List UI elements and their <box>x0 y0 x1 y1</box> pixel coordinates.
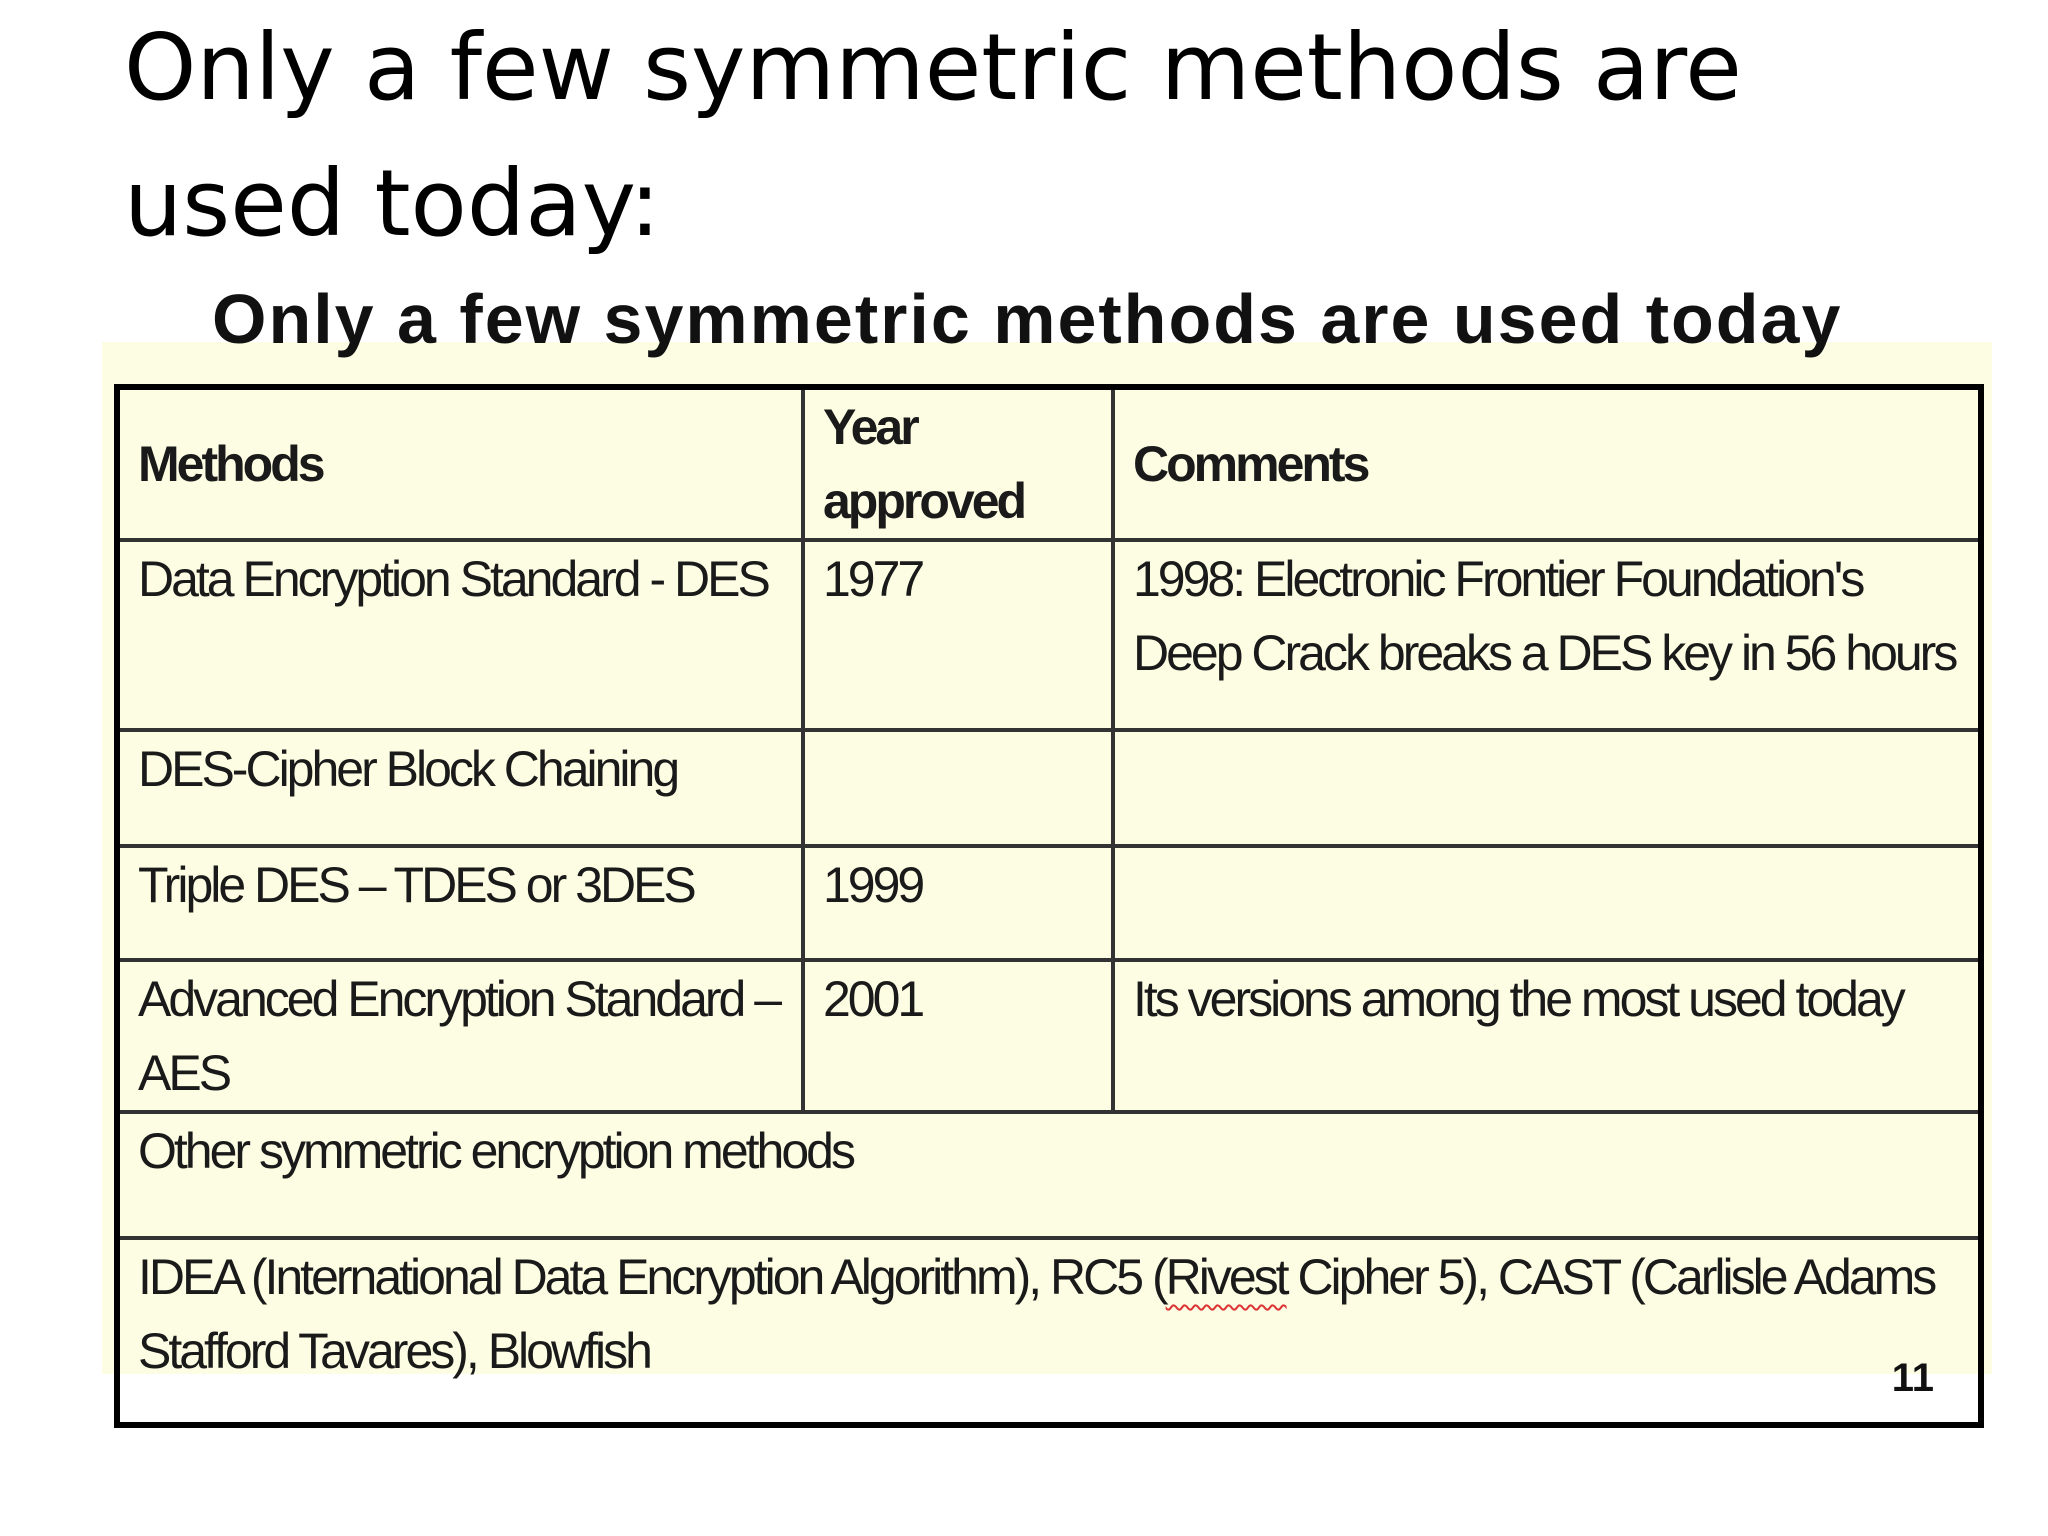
table-header-row <box>117 387 1981 540</box>
slide-title <box>124 0 1924 272</box>
table-row <box>117 730 1981 846</box>
pasted-table-image <box>102 280 1992 1400</box>
clipped-page-number: 11 <box>1891 1356 1934 1400</box>
cell-comment <box>1113 846 1981 960</box>
slide-title-line1: Only a few symmetric methods are <box>124 14 1742 121</box>
cell-year: 2001 <box>803 960 1113 1112</box>
other-methods-list-row <box>117 1238 1981 1425</box>
cell-comment: 1998: Electronic Frontier Foundation's Deep Crack breaks a DES key in 56 hours <box>1113 540 1981 730</box>
other-methods-list-part2: Cipher 5), CAST (Carlisle Adams Stafford Tavares), Blowfish <box>138 1249 1935 1379</box>
cell-year: 1999 <box>803 846 1113 960</box>
cell-comment <box>1113 730 1981 846</box>
cell-method: Advanced Encryption Standard – AES <box>117 960 803 1112</box>
header-comments: Comments <box>1113 387 1981 540</box>
slide-title-line2: used today: <box>124 150 661 257</box>
cell-comment: Its versions among the most used today <box>1113 960 1981 1112</box>
other-methods-heading: Other symmetric encryption methods <box>117 1112 1981 1238</box>
other-methods-heading-row <box>117 1112 1981 1238</box>
cell-year: 1977 <box>803 540 1113 730</box>
table-row <box>117 540 1981 730</box>
methods-table <box>114 384 1984 1428</box>
cell-method: Data Encryption Standard - DES <box>117 540 803 730</box>
cell-method: DES-Cipher Block Chaining <box>117 730 803 846</box>
cell-method: Triple DES – TDES or 3DES <box>117 846 803 960</box>
other-methods-list-part1: IDEA (International Data Encryption Algorithm), RC5 ( <box>138 1249 1166 1305</box>
cell-year <box>803 730 1113 846</box>
table-row <box>117 846 1981 960</box>
clipped-heading: Only a few symmetric methods are used today <box>212 280 1843 358</box>
header-methods: Methods <box>117 387 803 540</box>
other-methods-list <box>117 1238 1981 1425</box>
table-row <box>117 960 1981 1112</box>
header-year-approved: Year approved <box>803 387 1113 540</box>
spellcheck-underlined-word: Rivest <box>1165 1249 1287 1305</box>
